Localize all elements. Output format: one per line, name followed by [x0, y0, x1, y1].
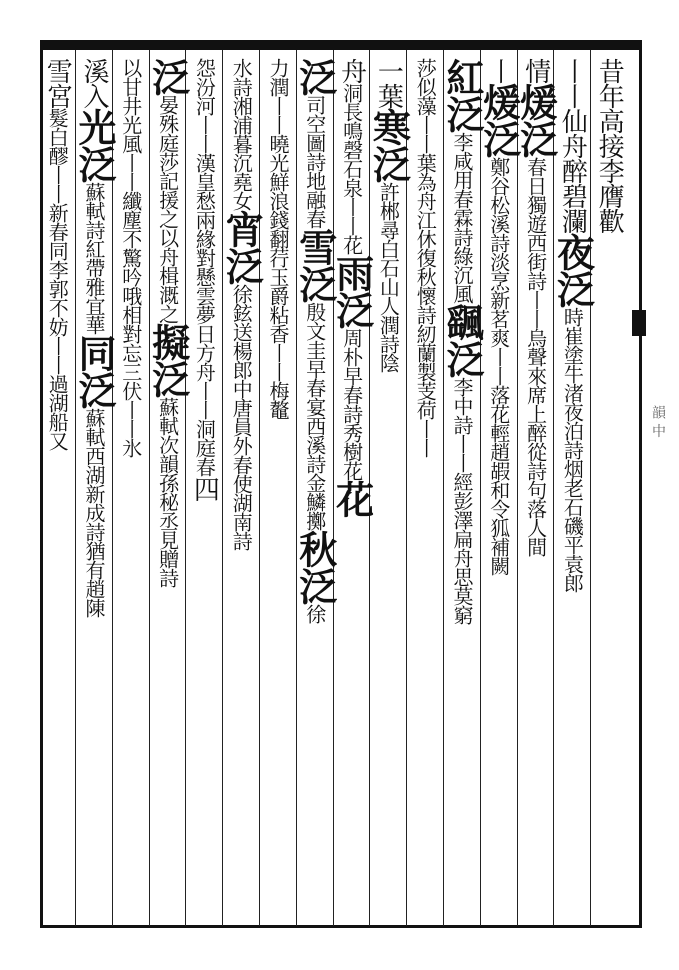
- column-text: 泛: [145, 58, 191, 95]
- column-text: 徐: [302, 604, 327, 623]
- column-text: 鼇: [266, 400, 290, 419]
- column-text: 四: [189, 476, 220, 501]
- column-text: 夜泛: [550, 233, 596, 307]
- column-text: 水詩湘浦暮沉堯女: [229, 58, 254, 210]
- column-text: 以甘井光風丨丨纖塵不驚: [118, 58, 143, 267]
- text-column: [29, 58, 85, 918]
- column-text: 颻泛: [440, 303, 485, 377]
- column-text: 周朴早春詩秀樹花: [339, 328, 364, 480]
- column-text: 丨丨仙舟醉碧瀾: [557, 58, 588, 233]
- column-text: 蘇軾西湖新成詩猶有趙陳: [82, 408, 106, 617]
- column-text: 擬泛: [145, 323, 191, 397]
- margin-note: 韻 中: [650, 405, 666, 438]
- column-text: 李咸用春霖詩綠沉風: [450, 132, 474, 303]
- column-text: 怨汾河丨丨漢皇愁: [192, 58, 217, 210]
- column-text: 一葉: [373, 58, 404, 108]
- top-border-bar: [40, 40, 642, 50]
- column-text: 寒泛: [366, 108, 412, 182]
- column-text: 昔年高接李膺歡: [594, 58, 625, 233]
- column-text: 煖泛: [476, 83, 522, 157]
- column-text: 泛: [292, 58, 338, 95]
- column-text: 浪錢翻荇玉爵粘香丨丨梅: [266, 191, 290, 400]
- column-text: 司空圖詩地融春: [302, 95, 327, 228]
- column-text: 雪宮: [42, 58, 73, 108]
- column-text: 宵泛: [219, 210, 265, 284]
- column-text: 殷文圭早春宴西溪詩金鱗擲: [302, 302, 327, 530]
- column-text: 同李郭不妨丨丨過湖船又: [45, 241, 70, 450]
- column-text: 春日獨遊西街詩丨丨烏聲來席上醉從詩句落人間: [523, 157, 548, 556]
- column-text: 髮白醪丨丨新春: [45, 108, 70, 241]
- column-text: 時崔塗牛渚夜泊詩烟老石磯平袁郎: [560, 307, 585, 592]
- column-text: 雪泛: [292, 228, 338, 302]
- column-text: 李中詩丨丨經彭澤扁舟思莫窮: [450, 377, 474, 624]
- column-text: 同泛: [72, 334, 117, 408]
- column-text: 花: [329, 480, 375, 517]
- column-text: 舟: [336, 58, 367, 83]
- column-text: 洞長鳴磬石泉丨丨花: [339, 83, 364, 254]
- column-text: 兩緣對懸雲夢日方舟丨丨洞庭春: [192, 210, 217, 476]
- column-text: 蘇軾詩紅帶雅宜華: [82, 182, 106, 334]
- column-text: 情: [520, 58, 551, 83]
- column-text: 吟哦相對忘三伏丨丨氷: [118, 267, 143, 457]
- column-text: 丨: [483, 58, 514, 83]
- column-text: 秋泛: [292, 530, 338, 604]
- column-text: 鄭谷松溪詩淡烹新茗爽丨丨落花輕趙嘏和令狐補闕: [486, 157, 511, 575]
- column-text: 光泛: [72, 108, 117, 182]
- column-text: 雨泛: [329, 254, 375, 328]
- column-text: 煖泛: [513, 83, 559, 157]
- column-text: 莎似藻丨丨葉為舟: [413, 58, 438, 210]
- column-text: 徐鉉送楊郎中唐員外春使湖南詩: [229, 284, 254, 550]
- column-text: 江休復秋懷詩紉蘭製芰荷丨丨: [413, 210, 438, 457]
- column-text: 蘇軾次韻孫秘丞見贈詩: [155, 397, 180, 587]
- column-text: 溪入: [79, 58, 109, 108]
- column-text: 晏殊庭莎記援之以舟楫溉之: [155, 95, 180, 323]
- column-text: 力潤丨丨曉光鮮: [266, 58, 290, 191]
- column-text: 許郴尋白石山人潤詩陰: [376, 182, 401, 372]
- column-text: 紅泛: [440, 58, 485, 132]
